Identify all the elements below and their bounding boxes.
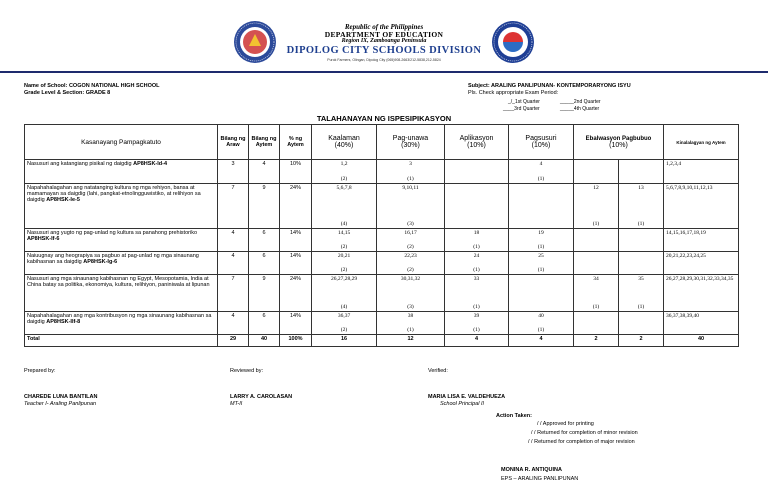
understanding-cell: 3 (1) xyxy=(377,160,445,184)
total-placement: 40 xyxy=(664,335,739,347)
header-competency: Kasanayang Pampagkatuto xyxy=(25,125,218,160)
school-name: COGON NATIONAL HIGH SCHOOL xyxy=(68,83,160,89)
verifier-title: School Principal II xyxy=(440,400,485,407)
application-cell xyxy=(445,160,509,184)
grade-value: GRADE 8 xyxy=(85,89,111,96)
percent-cell: 14% xyxy=(280,312,312,335)
creation-cell: 13 (1) xyxy=(619,184,664,229)
item-placement-cell: 5,6,7,8,9,10,11,12,13 xyxy=(664,184,739,229)
header-items: Bilang ng Aytem xyxy=(249,125,280,160)
subject-info xyxy=(468,83,631,96)
preparer-name: CHAREDE LUNA BANTILAN xyxy=(24,394,98,400)
competency-cell: Nasusuri ang mga sinaunang kabihasnan ng Egypt, Mesopotamia, India at China batay sa politika, ekonomiya, kultura, relihiyon, paniniwala at lipunan xyxy=(25,275,218,312)
application-cell: 33 (1) xyxy=(445,275,509,312)
percent-cell: 10% xyxy=(280,160,312,184)
table-row xyxy=(25,229,739,252)
creation-cell xyxy=(619,252,664,275)
action-major-revision: / / Returned for completion of major revision xyxy=(528,439,635,445)
evaluation-cell: 34 (1) xyxy=(574,275,619,312)
creation-cell xyxy=(619,229,664,252)
knowledge-cell: 1,2 (2) xyxy=(312,160,377,184)
items-cell: 6 xyxy=(249,252,280,275)
republic-line: Republic of the Philippines xyxy=(344,23,424,31)
quarter-2: _____2nd Quarter xyxy=(560,99,601,105)
understanding-cell: 22,23 (2) xyxy=(377,252,445,275)
evaluation-cell xyxy=(574,312,619,335)
competency-cell: Napahahalagahan ang natatanging kultura ng mga rehiyon, bansa at mamamayan sa daigdig (lahi, pangkat-etnolingguwistiko, at relihiyon sa daigdig AP8HSK-Ie-5 xyxy=(25,184,218,229)
table-row xyxy=(25,252,739,275)
table-row xyxy=(25,160,739,184)
analysis-cell xyxy=(509,275,574,312)
competency-cell: Nasusuri ang katangiang pisikal ng daigdig AP8HSK-Id-4 xyxy=(25,160,218,184)
items-cell: 6 xyxy=(249,312,280,335)
header-item-placement: Kinalalagyan ng Aytem xyxy=(664,125,739,160)
header-knowledge: Kaalaman (40%) xyxy=(312,125,377,160)
item-placement-cell: 36,37,38,39,40 xyxy=(664,312,739,335)
item-placement-cell: 1,2,3,4 xyxy=(664,160,739,184)
eps-name: MONINA R. ANTIQUINA xyxy=(501,467,563,473)
subject-label: Subject: xyxy=(468,83,490,89)
school-info xyxy=(24,83,159,96)
creation-cell xyxy=(619,312,664,335)
analysis-cell: 25 (1) xyxy=(509,252,574,275)
eps-title: EPS – ARALING PANLIPUNAN xyxy=(501,476,579,482)
table-row xyxy=(25,275,739,312)
grade-label: Grade Level & Section: xyxy=(24,89,85,96)
total-k: 16 xyxy=(312,335,377,347)
action-minor-revision: / / Returned for completion of minor revision xyxy=(531,430,638,436)
item-placement-cell: 14,15,16,17,18,19 xyxy=(664,229,739,252)
header-understanding: Pag-unawa (30%) xyxy=(377,125,445,160)
region-line: Region IX, Zamboanga Peninsula xyxy=(341,38,427,44)
percent-cell: 14% xyxy=(280,229,312,252)
total-a: 4 xyxy=(445,335,509,347)
application-cell: 24 (1) xyxy=(445,252,509,275)
header-eval-create: Ebalwasyon Pagbubuo (10%) xyxy=(574,125,664,160)
knowledge-cell: 5,6,7,8 (4) xyxy=(312,184,377,229)
understanding-cell: 16,17 (2) xyxy=(377,229,445,252)
table-row xyxy=(25,312,739,335)
total-items: 40 xyxy=(249,335,280,347)
percent-cell: 24% xyxy=(280,184,312,229)
verifier-block xyxy=(428,394,505,407)
days-cell: 4 xyxy=(218,252,249,275)
application-cell xyxy=(445,184,509,229)
total-percent: 100% xyxy=(280,335,312,347)
analysis-cell xyxy=(509,184,574,229)
knowledge-cell: 26,27,28,29 (4) xyxy=(312,275,377,312)
prepared-label: Prepared by: xyxy=(24,368,56,374)
creation-cell: 35 (1) xyxy=(619,275,664,312)
total-row xyxy=(25,335,739,347)
evaluation-cell: 12 (1) xyxy=(574,184,619,229)
evaluation-cell xyxy=(574,229,619,252)
competency-cell: Nasusuri ang yugto ng pag-unlad ng kultura sa panahong prehistoriko AP8HSK-If-6 xyxy=(25,229,218,252)
department-line: DEPARTMENT OF EDUCATION xyxy=(324,30,444,39)
preparer-block xyxy=(24,394,97,407)
document-title: TALAHANAYAN NG ISPESIPIKASYON xyxy=(316,114,452,123)
quarter-1: _/_1st Quarter xyxy=(508,99,540,105)
analysis-cell: 19 (1) xyxy=(509,229,574,252)
analysis-cell: 40 (1) xyxy=(509,312,574,335)
action-taken-label: Action Taken: xyxy=(496,413,532,419)
header-days: Bilang ng Araw xyxy=(218,125,249,160)
item-placement-cell: 26,27,28,29,30,31,32,33,34,35 xyxy=(664,275,739,312)
evaluation-cell xyxy=(574,160,619,184)
understanding-cell: 9,10,11 (3) xyxy=(377,184,445,229)
school-name-label: Name of School: xyxy=(24,83,68,89)
knowledge-cell: 14,15 (2) xyxy=(312,229,377,252)
reviewed-label: Reviewed by: xyxy=(230,368,264,374)
total-u: 12 xyxy=(377,335,445,347)
preparer-title: Teacher I- Araling Panlipunan xyxy=(24,400,97,407)
days-cell: 3 xyxy=(218,160,249,184)
action-approved: / / Approved for printing xyxy=(537,421,594,427)
days-cell: 7 xyxy=(218,184,249,229)
understanding-cell: 30,31,32 (3) xyxy=(377,275,445,312)
header-rule xyxy=(0,71,768,73)
competency-cell: Napahahalagahan ang mga kontribusyon ng mga sinaunang kabihasnan sa daigdig AP8HSK-IIf-8 xyxy=(25,312,218,335)
division-title: DIPOLOG CITY SCHOOLS DIVISION xyxy=(286,45,482,56)
items-cell: 9 xyxy=(249,275,280,312)
total-days: 29 xyxy=(218,335,249,347)
header-percent: % ng Aytem xyxy=(280,125,312,160)
total-label: Total xyxy=(25,335,218,347)
quarter-4: _____4th Quarter xyxy=(560,106,600,112)
items-cell: 4 xyxy=(249,160,280,184)
analysis-cell: 4 (1) xyxy=(509,160,574,184)
exam-period-instruction: Pls. Check appropriate Exam Period: xyxy=(468,89,559,96)
header-analysis: Pagsusuri (10%) xyxy=(509,125,574,160)
verified-label: Verified: xyxy=(428,368,448,374)
evaluation-cell xyxy=(574,252,619,275)
percent-cell: 14% xyxy=(280,252,312,275)
reviewer-block xyxy=(230,394,292,407)
days-cell: 7 xyxy=(218,275,249,312)
understanding-cell: 38 (1) xyxy=(377,312,445,335)
days-cell: 4 xyxy=(218,229,249,252)
verifier-name: MARIA LISA E. VALDEHUEZA xyxy=(428,394,506,400)
table-row xyxy=(25,184,739,229)
total-an: 4 xyxy=(509,335,574,347)
total-c: 2 xyxy=(619,335,664,347)
days-cell: 4 xyxy=(218,312,249,335)
specification-table xyxy=(24,124,739,347)
application-cell: 39 (1) xyxy=(445,312,509,335)
quarter-3: ____3rd Quarter xyxy=(503,106,540,112)
address-line: Purok Farmers, Olingan, Dipolog City (065)908-2663/212-5838,212-5824 xyxy=(327,58,441,62)
header-application: Aplikasyon (10%) xyxy=(445,125,509,160)
item-placement-cell: 20,21,22,23,24,25 xyxy=(664,252,739,275)
creation-cell xyxy=(619,160,664,184)
total-e: 2 xyxy=(574,335,619,347)
reviewer-name: LARRY A. CAROLASAN xyxy=(230,394,293,400)
application-cell: 18 (1) xyxy=(445,229,509,252)
reviewer-title: MT-II xyxy=(230,400,243,407)
subject-value: ARALING PANLIPUNAN- KONTEMPORARYONG ISYU xyxy=(491,83,631,89)
competency-cell: Naiuugnay ang heograpiya sa pagbuo at pag-unlad ng mga sinaunang kabihasnan sa daigdig AP8HSK-Ig-6 xyxy=(25,252,218,275)
items-cell: 6 xyxy=(249,229,280,252)
items-cell: 9 xyxy=(249,184,280,229)
knowledge-cell: 36,37 (2) xyxy=(312,312,377,335)
percent-cell: 24% xyxy=(280,275,312,312)
knowledge-cell: 20,21 (2) xyxy=(312,252,377,275)
